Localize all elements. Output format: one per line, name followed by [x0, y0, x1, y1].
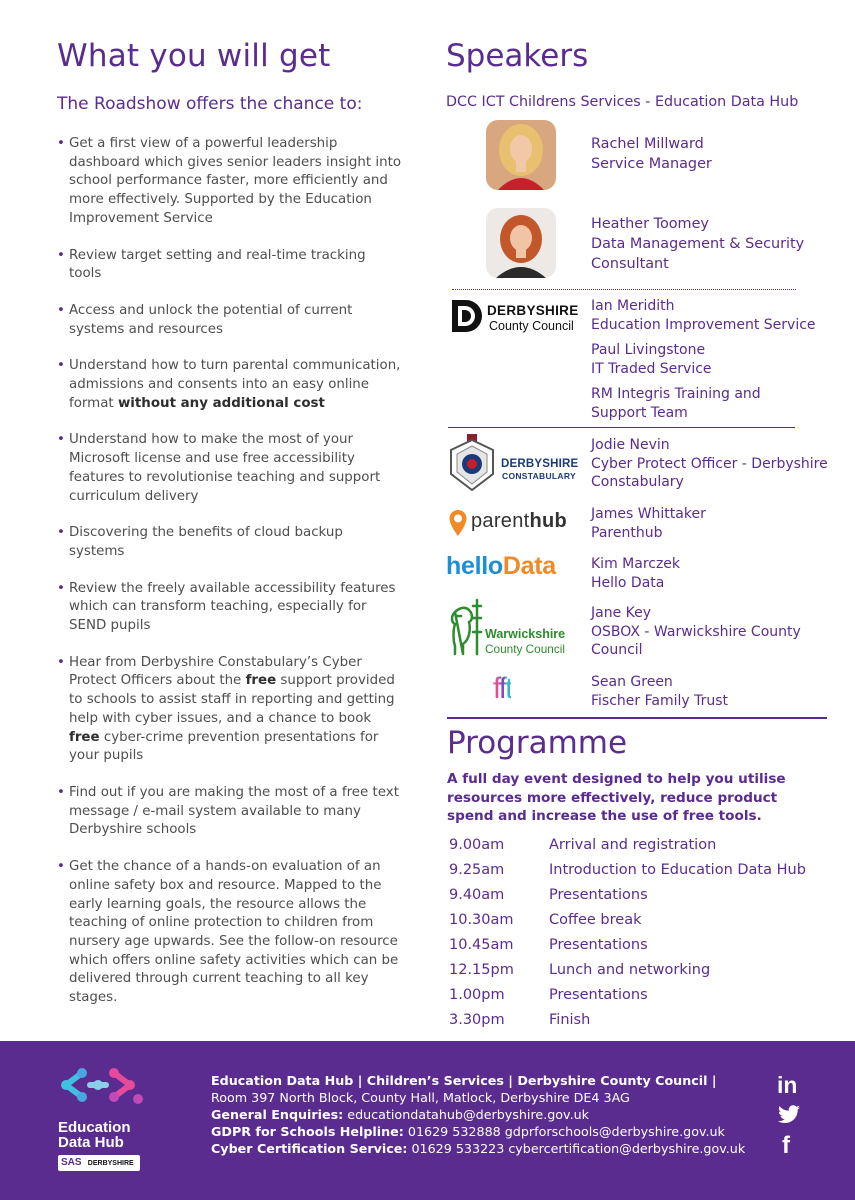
- james-role: Parenthub: [591, 524, 663, 541]
- hellodata-logo-part2: Data: [502, 552, 556, 580]
- kim-role: Hello Data: [591, 574, 665, 591]
- paul-name: Paul Livingstone: [591, 342, 706, 358]
- schedule-time: 9.25am: [449, 861, 505, 878]
- benefit-text: without any additional cost: [117, 395, 325, 411]
- schedule-row: [449, 1008, 806, 1033]
- jane-info: [591, 604, 801, 660]
- benefit-text: Discovering the benefits of cloud backup systems: [69, 525, 343, 559]
- benefit-text: free: [245, 673, 277, 689]
- speakers-divider: [448, 427, 795, 428]
- sas-dcc-badge: [58, 1155, 140, 1171]
- james-info: [591, 505, 706, 542]
- schedule-item: Finish: [549, 1012, 591, 1029]
- footer: [0, 1041, 855, 1200]
- cyber-contact[interactable]: 01629 533223 cybercertification@derbyshire.gov.uk: [407, 1141, 746, 1156]
- logo-line2: Data Hub: [58, 1134, 124, 1151]
- warwickshire-logo-name: Warwickshire: [485, 627, 566, 641]
- benefit-item: [57, 524, 402, 561]
- badge-dcc-text: DERBYSHIRE: [87, 1160, 134, 1167]
- dcc-d-icon: [450, 298, 484, 334]
- what-you-get-title: What you will get: [57, 38, 331, 74]
- jane-role-line2: Council: [591, 642, 643, 658]
- heather-role-line2: Consultant: [591, 256, 669, 272]
- benefit-item: [57, 135, 402, 229]
- schedule-item: Arrival and registration: [549, 836, 717, 853]
- schedule-time: 12.15pm: [449, 962, 514, 979]
- speakers-section: [446, 38, 830, 111]
- paul-role: IT Traded Service: [591, 360, 712, 377]
- programme-divider: [447, 717, 827, 719]
- jodie-info: [591, 436, 828, 492]
- fft-logo-text: fft: [493, 672, 512, 705]
- footer-contact: [211, 1072, 745, 1157]
- schedule-item: Presentations: [549, 936, 648, 953]
- twitter-icon[interactable]: [777, 1105, 801, 1129]
- police-badge-icon: [447, 434, 497, 492]
- rm-line1: RM Integris Training and: [591, 386, 761, 402]
- schedule-time: 10.30am: [449, 911, 514, 928]
- jodie-role-line1: Cyber Protect Officer - Derbyshire: [591, 455, 828, 472]
- jane-name: Jane Key: [591, 605, 652, 621]
- benefit-text: free: [69, 729, 100, 745]
- hellodata-logo: [446, 552, 582, 586]
- benefits-list: [57, 135, 402, 1008]
- benefit-item: [57, 431, 402, 506]
- bear-and-staff-icon: [447, 598, 485, 656]
- kim-name: Kim Marczek: [591, 556, 681, 572]
- benefit-item: [57, 357, 402, 413]
- schedule-row: [449, 983, 806, 1008]
- benefit-text: Understand how to turn parental communication, admissions and consents into an easy online format: [69, 358, 401, 411]
- rm-info: [591, 385, 761, 422]
- hellodata-logo-part1: hello: [446, 552, 503, 580]
- schedule-row: [449, 882, 806, 907]
- jodie-name: Jodie Nevin: [591, 437, 670, 453]
- benefit-text: Understand how to make the most of your Microsoft license and use free accessibility features to revolutionise teaching and support curriculum delivery: [69, 432, 381, 504]
- logo-line1: Education: [58, 1119, 131, 1136]
- paul-info: [591, 341, 712, 378]
- speakers-title: Speakers: [446, 38, 589, 74]
- schedule-row: [449, 907, 806, 932]
- what-you-get-section: [57, 38, 402, 1026]
- cyber-label: Cyber Certification Service:: [211, 1141, 408, 1156]
- benefit-text: Find out if you are making the most of a free text message / e-mail system available to many Derbyshire schools: [69, 784, 399, 838]
- schedule-item: Presentations: [549, 886, 648, 903]
- schedule-time: 9.40am: [449, 886, 505, 903]
- parenthub-logo: [448, 507, 578, 541]
- rachel-name: Rachel Millward: [591, 136, 704, 152]
- rachel-info: [591, 134, 712, 174]
- roadshow-subtitle: The Roadshow offers the chance to:: [57, 94, 363, 114]
- schedule-time: 9.00am: [449, 836, 505, 853]
- programme-title: Programme: [447, 725, 628, 761]
- benefit-item: [57, 654, 402, 766]
- benefit-item: [57, 858, 402, 1008]
- police-logo-sub: CONSTABULARY: [502, 471, 576, 481]
- enquiries-label: General Enquiries:: [211, 1107, 344, 1122]
- benefit-item: [57, 784, 402, 840]
- derbyshire-county-council-logo: [450, 298, 580, 338]
- enquiries-email[interactable]: educationdatahub@derbyshire.gov.uk: [343, 1107, 589, 1122]
- sean-info: [591, 673, 728, 710]
- schedule-time: 10.45am: [449, 936, 514, 953]
- benefit-text: Review target setting and real-time tracking tools: [69, 247, 366, 282]
- warwickshire-logo-sub: County Council: [485, 642, 565, 656]
- speakers-org: DCC ICT Childrens Services - Education Data Hub: [446, 94, 799, 110]
- kim-info: [591, 555, 680, 592]
- schedule-item: Presentations: [549, 987, 648, 1004]
- benefit-text: Review the freely available accessibility features which can transform teaching, especially for SEND pupils: [69, 580, 396, 634]
- benefit-item: [57, 302, 402, 339]
- derbyshire-constabulary-logo: [447, 434, 582, 494]
- sas-text: SAS: [61, 1157, 82, 1168]
- benefit-item: [57, 580, 402, 636]
- benefit-item: [57, 247, 402, 284]
- schedule-item: Lunch and networking: [549, 962, 711, 979]
- footer-address: Room 397 North Block, County Hall, Matlock, Derbyshire DE4 3AG: [211, 1090, 630, 1105]
- parenthub-logo-part1: parent: [471, 510, 530, 532]
- schedule-time: 1.00pm: [449, 987, 505, 1004]
- heather-role-line1: Data Management & Security: [591, 236, 805, 252]
- schedule-item: Introduction to Education Data Hub: [549, 861, 806, 878]
- benefit-text: Hear from Derbyshire Constabulary’s Cyber Protect Officers about the: [69, 654, 362, 689]
- dotted-divider: [452, 289, 796, 290]
- facebook-icon[interactable]: f: [782, 1132, 790, 1159]
- education-data-hub-logo: [58, 1059, 148, 1179]
- schedule-row: [449, 932, 806, 957]
- benefit-text: Get a first view of a powerful leadership dashboard which gives senior leaders insight into school performance faster, more efficiently and more effectively. Supported by the Education Improvement Service: [69, 136, 402, 226]
- location-pin-icon: [448, 509, 468, 537]
- dcc-logo-name: DERBYSHIRE: [487, 303, 579, 318]
- programme-schedule: [449, 832, 806, 1033]
- ian-name: Ian Meridith: [591, 298, 675, 314]
- benefit-text: Get the chance of a hands-on evaluation of an online safety box and resource. Mapped to the early learning goals, the resource allows the teaching of online protection to children from nursery age upwards. See the follow-on resource which offers online safety activities which can be delivered through current teaching to all key stages.: [69, 859, 399, 1006]
- heather-info: [591, 214, 804, 274]
- rm-line2: Support Team: [591, 404, 688, 421]
- sean-name: Sean Green: [591, 674, 673, 690]
- benefit-text: support provided to schools to assist staff in reporting and getting help with cyber issues, and a chance to book: [69, 673, 395, 726]
- ian-info: [591, 297, 816, 334]
- schedule-row: [449, 832, 806, 857]
- linkedin-icon[interactable]: in: [777, 1072, 798, 1098]
- parenthub-logo-part2: hub: [529, 510, 568, 532]
- warwickshire-county-council-logo: [447, 598, 582, 658]
- james-name: James Whittaker: [591, 506, 706, 522]
- schedule-row: [449, 857, 806, 882]
- heather-name: Heather Toomey: [591, 216, 709, 232]
- schedule-row: [449, 957, 806, 982]
- gdpr-label: GDPR for Schools Helpline:: [211, 1124, 404, 1139]
- schedule-item: Coffee break: [549, 911, 642, 928]
- police-logo-name: DERBYSHIRE: [501, 458, 579, 470]
- fft-logo: [493, 672, 543, 706]
- rachel-photo: [486, 120, 556, 190]
- gdpr-contact[interactable]: 01629 532888 gdprforschools@derbyshire.gov.uk: [403, 1124, 725, 1139]
- sean-role: Fischer Family Trust: [591, 692, 729, 709]
- heather-photo: [486, 208, 556, 278]
- benefit-text: Access and unlock the potential of current systems and resources: [69, 302, 353, 337]
- footer-line1: Education Data Hub | Children’s Services | Derbyshire County Council |: [211, 1073, 717, 1088]
- ian-role: Education Improvement Service: [591, 316, 816, 333]
- benefit-text: cyber-crime prevention presentations for your pupils: [69, 729, 379, 764]
- data-hub-network-icon: [60, 1059, 144, 1107]
- rachel-role: Service Manager: [591, 156, 712, 172]
- programme-intro: A full day event designed to help you utilise resources more effectively, reduce product spend and increase the use of free tools.: [447, 771, 786, 824]
- jodie-role-line2: Constabulary: [591, 474, 684, 490]
- schedule-time: 3.30pm: [449, 1012, 505, 1029]
- jane-role-line1: OSBOX - Warwickshire County: [591, 623, 801, 640]
- dcc-logo-sub: County Council: [489, 319, 574, 333]
